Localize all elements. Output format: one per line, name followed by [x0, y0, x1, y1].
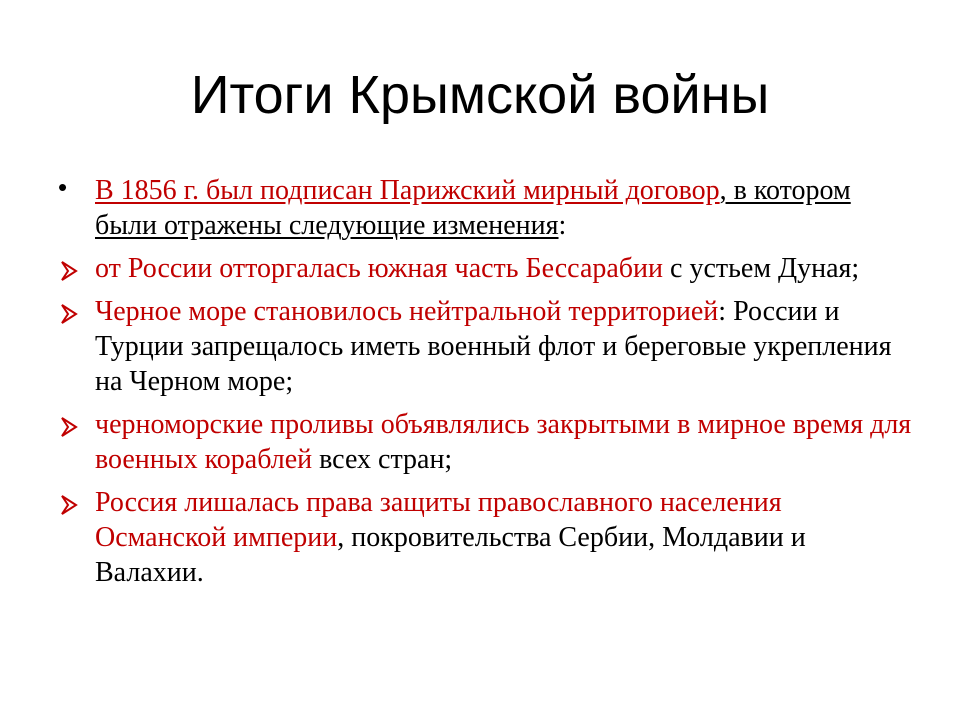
list-item	[56, 251, 916, 286]
straits-text: черноморские проливы объявлялись закрытыми в мирное время для военных кораблей	[95, 409, 912, 475]
list-item	[56, 294, 916, 399]
bullet-list	[56, 173, 916, 598]
treaty-colon: :	[558, 210, 567, 241]
black-sea-text: Черное море становилось нейтральной территорией	[95, 296, 719, 327]
arrow-bullet-icon	[60, 412, 92, 447]
black-sea-continuation: : России и Турции запрещалось иметь военный флот и береговые укрепления на Черном море;	[95, 296, 892, 397]
protection-continuation: , покровительства Сербии, Молдавии и Валахии.	[95, 522, 806, 588]
bullet-dot-icon: •	[58, 172, 68, 202]
bessarabia-text: от России отторгалась южная часть Бессарабии	[95, 253, 664, 284]
protection-text: Россия лишалась права защиты православного населения Османской империи	[95, 487, 782, 553]
arrow-bullet-icon	[60, 490, 92, 525]
arrow-bullet-icon	[60, 299, 92, 334]
arrow-bullet-icon	[60, 256, 92, 291]
list-item	[56, 173, 916, 243]
treaty-continuation: , в котором были отражены следующие изменения	[95, 175, 851, 241]
treaty-text: В 1856 г. был подписан Парижский мирный договор	[95, 175, 720, 206]
list-item	[56, 407, 916, 477]
straits-continuation: всех стран;	[312, 444, 453, 475]
slide-title: Итоги Крымской войны	[190, 65, 770, 125]
list-item	[56, 485, 916, 590]
bessarabia-continuation: с устьем Дуная;	[663, 253, 860, 284]
